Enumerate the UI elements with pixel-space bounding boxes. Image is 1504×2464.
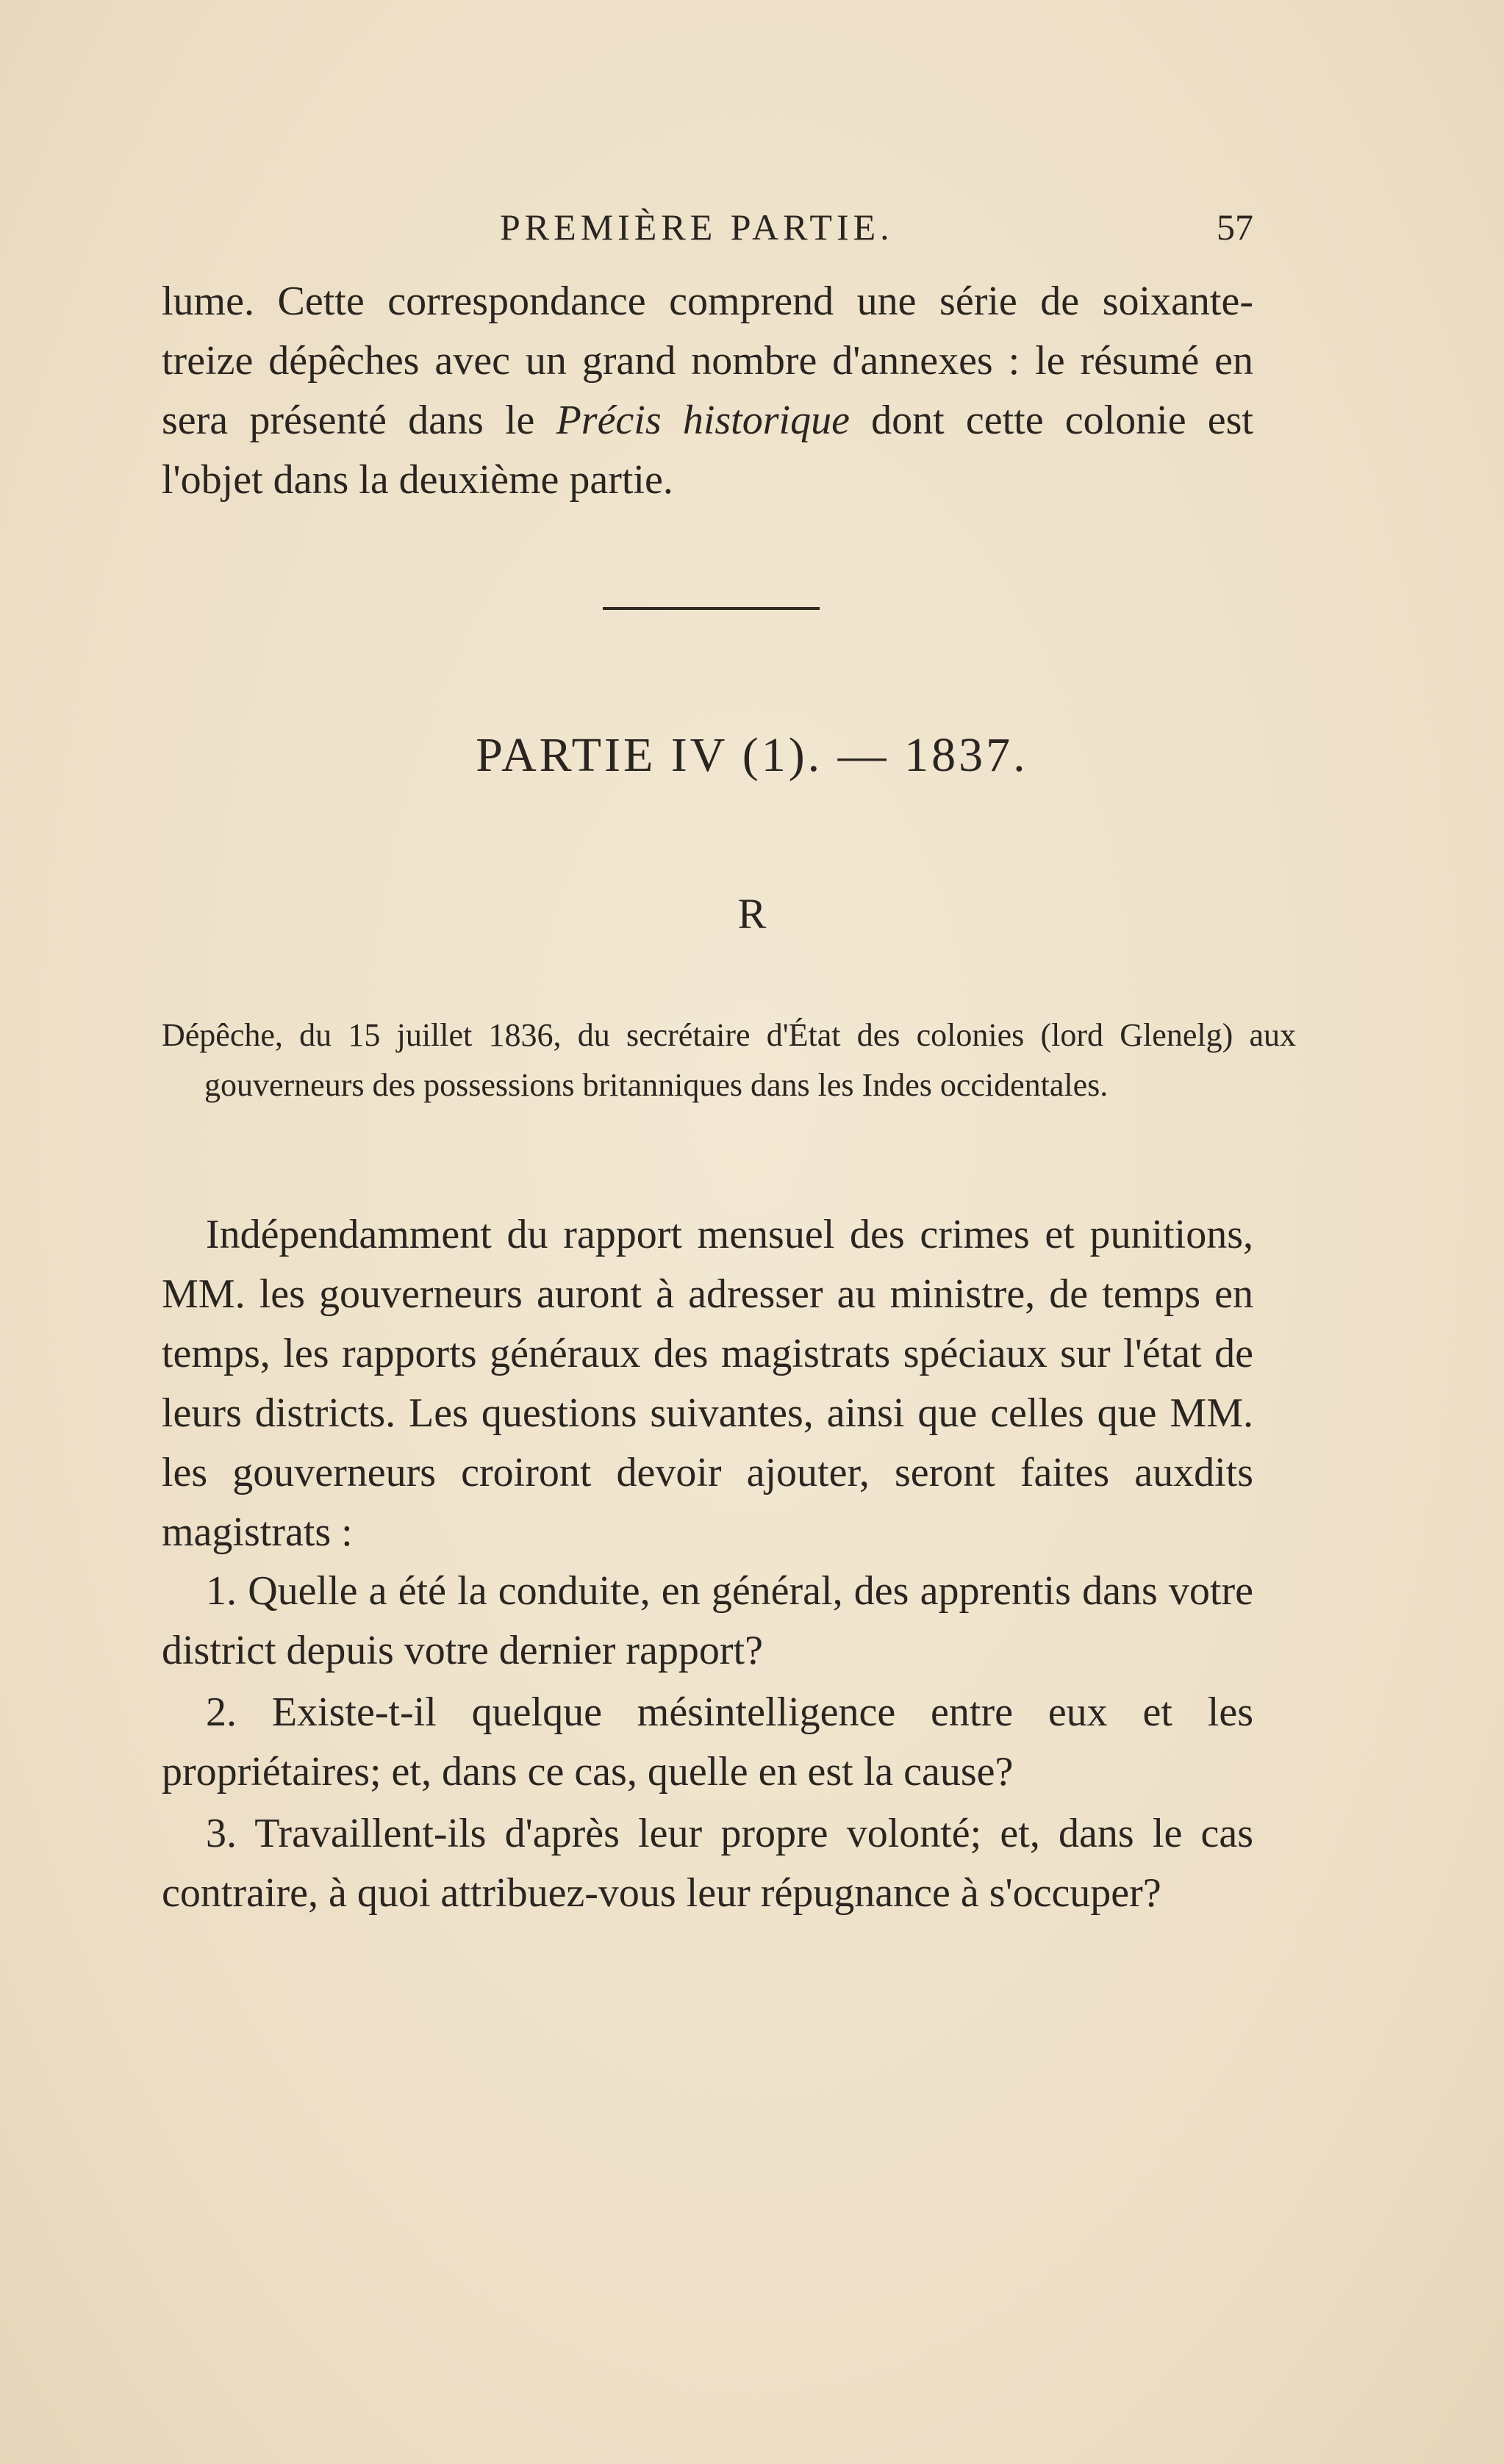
body-paragraph: Indépendamment du rapport mensuel des crimes et punitions, MM. les gouverneurs auront à adresser au ministre, de temps en temps, les rapports généraux des magistrats spéciaux sur l'état de leurs districts. Les questions suivantes, ainsi que celles que MM. les gouverneurs croiront devoir ajouter, seront faites auxdits magistrats : (162, 1212, 1253, 1555)
question-item (162, 1683, 1253, 1802)
section-title: PARTIE IV (1). — 1837. (476, 728, 1028, 782)
question-text: 1. Quelle a été la conduite, en général, des apprentis dans votre district depuis votre dernier rapport? (162, 1568, 1253, 1673)
running-head: PREMIÈRE PARTIE. (500, 206, 894, 248)
paragraph-text-before: lume. Cette correspondance comprend une série de soixante-treize dépêches avec un grand nombre d'annexes : le résumé en sera présenté dans le (162, 279, 1253, 443)
section-letter: R (737, 890, 767, 938)
question-item (162, 1562, 1253, 1681)
question-text: 2. Existe-t-il quelque mésintelligence entre eux et les propriétaires; et, dans ce cas, quelle en est la cause? (162, 1689, 1253, 1795)
paragraph-continuation (162, 272, 1253, 510)
paragraph-text-after: dont cette colonie est l'objet dans la deuxième partie. (162, 398, 1253, 503)
italic-title: Précis historique (556, 398, 850, 443)
page-header (158, 206, 1253, 250)
question-text: 3. Travaillent-ils d'après leur propre volonté; et, dans le cas contraire, à quoi attribuez-vous leur répugnance à s'occuper? (162, 1811, 1253, 1916)
page-number: 57 (1217, 206, 1253, 248)
dispatch-heading: Dépêche, du 15 juillet 1836, du secrétaire d'État des colonies (lord Glenelg) aux gouverneurs des possessions britanniques dans les Indes occidentales. (162, 1017, 1296, 1103)
section-divider (603, 607, 820, 610)
question-item (162, 1804, 1253, 1923)
